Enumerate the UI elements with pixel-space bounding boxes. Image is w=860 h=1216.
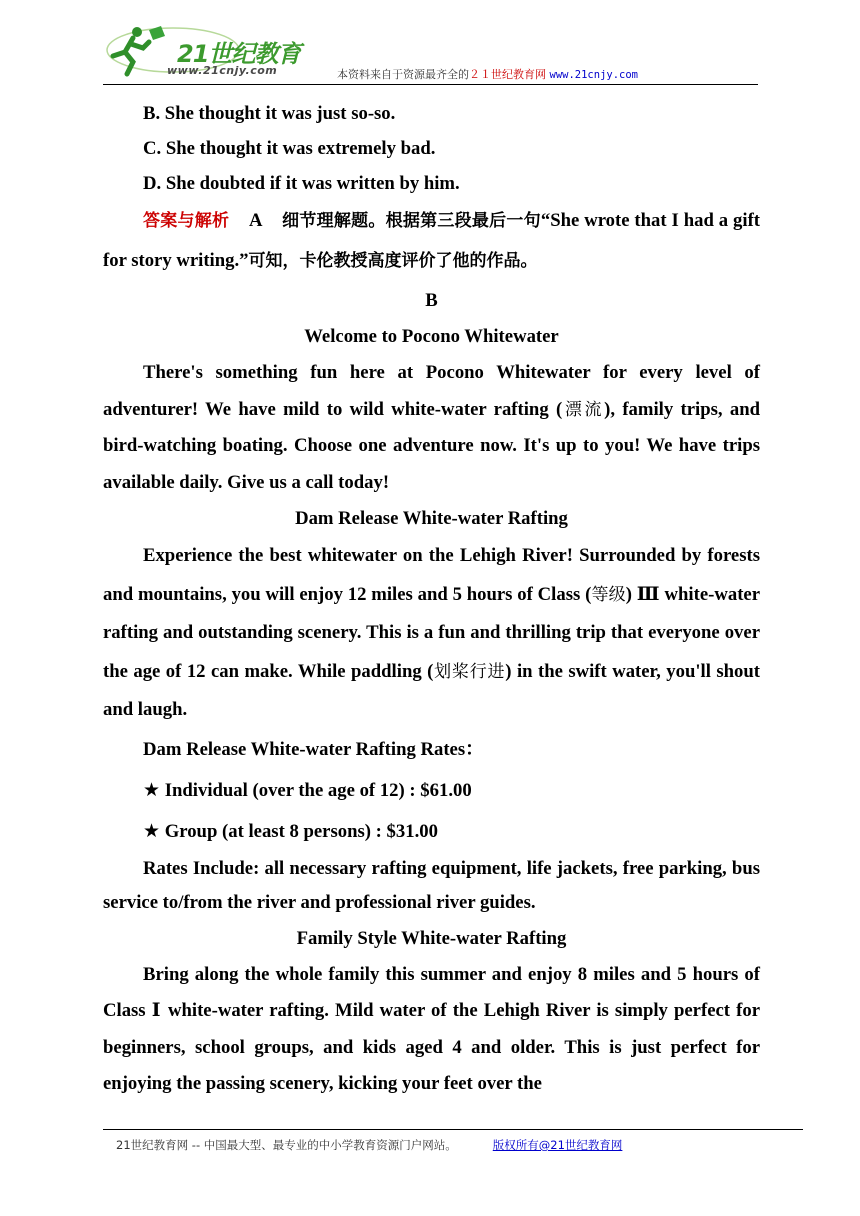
footer-text: 21世纪教育网 -- 中国最大型、最专业的中小学教育资源门户网站。 bbox=[116, 1138, 457, 1152]
star-icon: ★ bbox=[143, 778, 161, 801]
site-logo[interactable] bbox=[103, 22, 313, 82]
option-b: B. She thought it was just so-so. bbox=[143, 103, 396, 124]
rate-group bbox=[103, 811, 760, 852]
header-divider bbox=[103, 84, 758, 85]
intro-text-1: There's something fun here at Pocono Whitewater for every level of adventurer! We have mild to wild white-water rafting ( bbox=[103, 362, 760, 420]
answer-label: 答案与解析 bbox=[143, 211, 230, 231]
star-icon: ★ bbox=[143, 819, 161, 842]
option-c: C. She thought it was extremely bad. bbox=[143, 138, 436, 159]
answer-letter: A bbox=[248, 210, 263, 231]
section-letter: B bbox=[425, 290, 438, 311]
dam-release-paragraph bbox=[103, 537, 760, 730]
rate-individual bbox=[103, 770, 760, 811]
header-site-link[interactable]: ２１世纪教育网 bbox=[469, 68, 546, 81]
dam-text-3: ) in the swift water, you'll shout and laugh. bbox=[103, 660, 760, 720]
header-url-link[interactable]: www.21cnjy.com bbox=[549, 69, 639, 81]
intro-cn-gloss: 漂流 bbox=[562, 399, 605, 420]
intro-text-2: ), family trips, and bird-watching boating. Choose one adventure now. It's up to you! We have trips available daily. Give us a call today! bbox=[103, 398, 760, 493]
answer-tail-cn: 可知，卡伦教授高度评价了他的作品。 bbox=[248, 251, 538, 271]
answer-explanation bbox=[103, 201, 760, 281]
page-footer bbox=[116, 1137, 622, 1153]
header-note-prefix: 本资料来自于资源最齐全的 bbox=[337, 68, 469, 81]
page-header bbox=[103, 22, 758, 84]
dam-text-1: Experience the best whitewater on the Lehigh River! Surrounded by forests and mountains, you will enjoy 12 miles and 5 hours of Class ( bbox=[103, 545, 760, 605]
header-note bbox=[337, 66, 638, 82]
rates-title: Dam Release White-water Rafting Rates： bbox=[143, 738, 484, 760]
intro-paragraph bbox=[103, 355, 760, 501]
rate-individual-text: Individual (over the age of 12) : $61.00 bbox=[164, 779, 472, 801]
answer-text-cn: 细节理解题。根据第三段最后一句 bbox=[282, 211, 541, 231]
dam-cn-gloss-2: 划桨行进 bbox=[433, 661, 506, 682]
dam-cn-gloss-1: 等级 bbox=[591, 584, 626, 605]
section-title: Welcome to Pocono Whitewater bbox=[304, 326, 559, 347]
logo-url: www.21cnjy.com bbox=[167, 64, 278, 77]
document-body bbox=[103, 96, 760, 1103]
family-style-title: Family Style White-water Rafting bbox=[296, 927, 567, 949]
answer-quote: “She wrote that I had a gift for story writing.” bbox=[103, 210, 761, 271]
family-style-paragraph: Bring along the whole family this summer and enjoy 8 miles and 5 hours of Class Ⅰ white-water rafting. Mild water of the Lehigh River is simply perfect for beginners, school groups, and kids aged 4 and older. This is just perfect for enjoying the passing scenery, kicking your feet over the bbox=[103, 963, 760, 1094]
option-d: D. She doubted if it was written by him. bbox=[143, 173, 460, 194]
rates-include: Rates Include: all necessary rafting equipment, life jackets, free parking, bus service to/from the river and professional river guides. bbox=[103, 857, 760, 913]
rate-group-text: Group (at least 8 persons) : $31.00 bbox=[164, 820, 438, 842]
logo-text: 21世纪教育 bbox=[177, 40, 301, 68]
copyright-link[interactable]: 版权所有@21世纪教育网 bbox=[492, 1138, 623, 1152]
footer-divider bbox=[103, 1129, 803, 1130]
dam-release-title: Dam Release White-water Rafting bbox=[295, 508, 568, 529]
dam-text-2: ) Ⅲ white-water rafting and outstanding scenery. This is a fun and thrilling trip that everyone over the age of 12 can make. While paddling ( bbox=[103, 583, 760, 682]
